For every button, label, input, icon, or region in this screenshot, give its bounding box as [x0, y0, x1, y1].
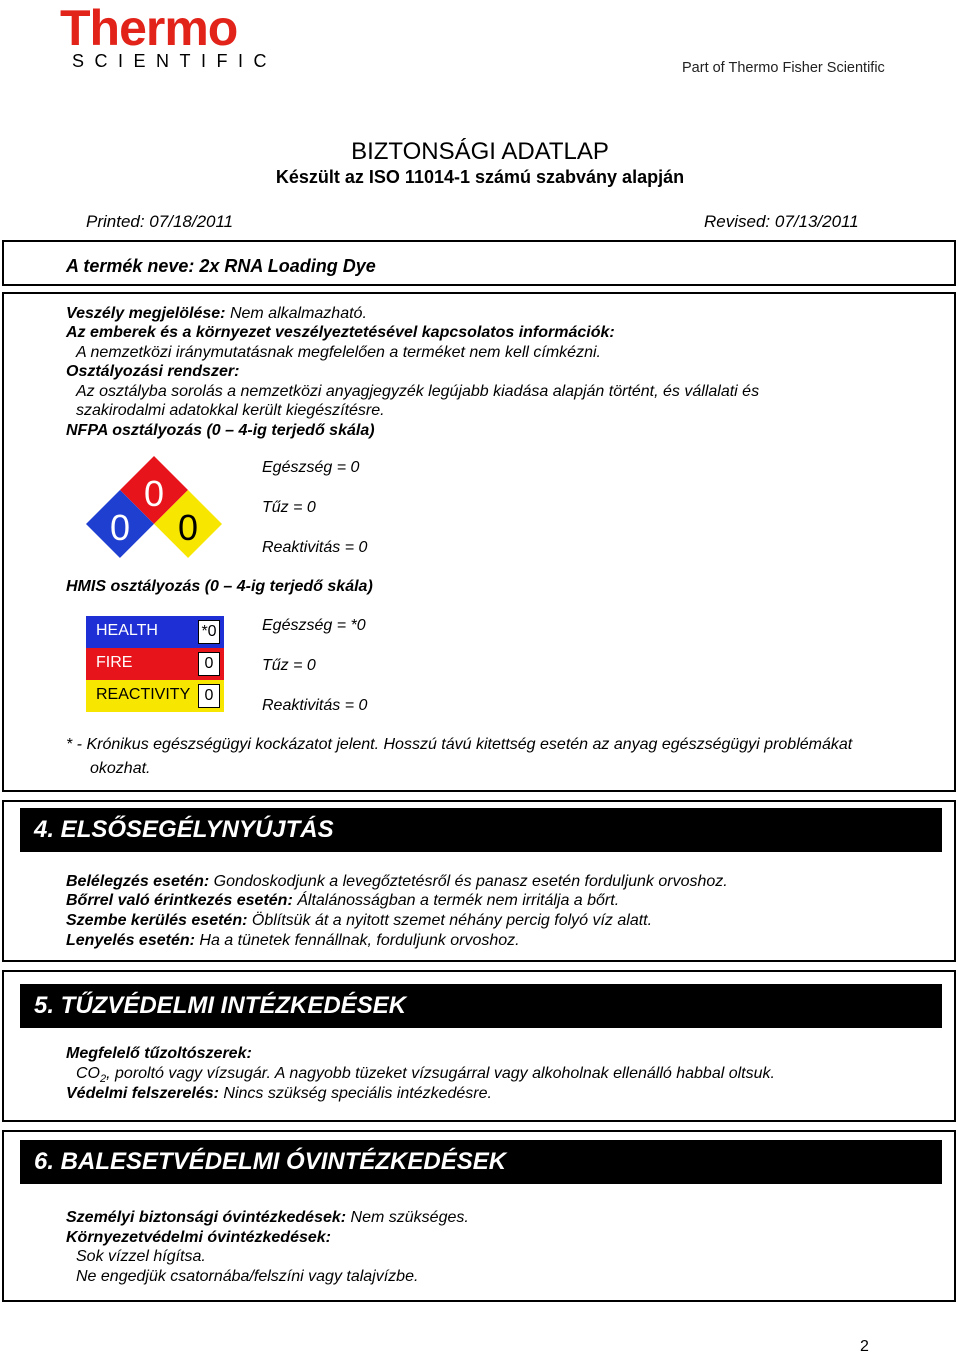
fire-fighting-heading: 5. TŰZVÉDELMI INTÉZKEDÉSEK: [34, 992, 407, 1019]
hmis-health-value: *0: [198, 620, 220, 644]
skin-label: Bőrrel való érintkezés esetén:: [66, 892, 293, 909]
hazard-line: [66, 304, 367, 324]
eye-line: [66, 911, 652, 931]
product-name-box: [2, 240, 956, 286]
protective-equipment-label: Védelmi felszerelés:: [66, 1085, 219, 1102]
hazard-section: [2, 292, 956, 792]
environmental-precautions-label: Környezetvédelmi óvintézkedések:: [66, 1229, 331, 1246]
co2-text: CO: [76, 1065, 100, 1082]
extinguishing-media-label: Megfelelő tűzoltószerek:: [66, 1045, 252, 1062]
hmis-reactivity-value: 0: [198, 684, 220, 708]
nfpa-label: NFPA osztályozás (0 – 4-ig terjedő skála): [66, 422, 375, 439]
fire-fighting-section: [2, 970, 956, 1122]
protective-equipment-text: Nincs szükség speciális intézkedésre.: [218, 1085, 492, 1102]
protective-equipment-line: [66, 1084, 492, 1104]
eye-label: Szembe kerülés esetén:: [66, 912, 248, 929]
inhalation-label: Belélegzés esetén:: [66, 873, 210, 890]
hazard-value: Nem alkalmazható.: [225, 305, 367, 322]
skin-line: [66, 891, 619, 911]
nfpa-fire-text: Tűz = 0: [262, 499, 316, 516]
nfpa-diamond: [86, 456, 226, 560]
first-aid-heading-bar: [20, 808, 942, 852]
hmis-fire-text: Tűz = 0: [262, 657, 316, 674]
hmis-fire-value: 0: [198, 652, 220, 676]
co2-subscript: 2: [100, 1073, 107, 1086]
hmis-health-label: HEALTH: [96, 622, 158, 639]
media-rest-text: , poroltó vagy vízsugár. A nagyobb tüzeket vízsugárral vagy alkoholnak ellenálló habbal oltsuk.: [106, 1065, 775, 1082]
accidental-release-section: [2, 1130, 956, 1302]
document-title: BIZTONSÁGI ADATLAP: [351, 138, 609, 165]
document-subtitle: Készült az ISO 11014-1 számú szabvány alapján: [275, 167, 685, 187]
part-of-text: Part of Thermo Fisher Scientific: [682, 60, 885, 76]
inhalation-line: [66, 872, 728, 892]
fire-fighting-heading-bar: [20, 984, 942, 1028]
first-aid-heading: 4. ELSŐSEGÉLYNYÚJTÁS: [34, 816, 334, 843]
skin-text: Általánosságban a termék nem irritálja a bőrt.: [292, 892, 620, 909]
first-aid-section: [2, 800, 956, 962]
ingestion-line: [66, 931, 520, 951]
chronic-footnote-2: okozhat.: [90, 760, 151, 777]
scientific-logo-text: SCIENTIFIC: [72, 51, 278, 71]
page-number: 2: [860, 1338, 869, 1355]
class-system-label: Osztályozási rendszer:: [66, 363, 240, 380]
personal-precautions-line: [66, 1208, 469, 1228]
hmis-health-row: [86, 616, 224, 648]
human-env-text: A nemzetközi iránymutatásnak megfelelően a terméket nem kell címkézni.: [76, 344, 601, 361]
eye-text: Öblítsük át a nyitott szemet néhány percig folyó víz alatt.: [247, 912, 653, 929]
hmis-reactivity-text: Reaktivitás = 0: [262, 697, 368, 714]
personal-precautions-label: Személyi biztonsági óvintézkedések:: [66, 1209, 347, 1226]
nfpa-reactivity-text: Reaktivitás = 0: [262, 539, 368, 556]
ingestion-label: Lenyelés esetén:: [66, 932, 195, 949]
environmental-precautions-text-2: Ne engedjük csatornába/felszíni vagy talajvízbe.: [76, 1268, 419, 1285]
thermo-logo: Thermo: [60, 0, 238, 56]
hmis-fire-row: [86, 648, 224, 680]
hmis-fire-label: FIRE: [96, 654, 133, 671]
accidental-release-heading: 6. BALESETVÉDELMI ÓVINTÉZKEDÉSEK: [34, 1148, 507, 1175]
environmental-precautions-text-1: Sok vízzel hígítsa.: [76, 1248, 206, 1265]
product-name: A termék neve: 2x RNA Loading Dye: [66, 256, 376, 276]
personal-precautions-text: Nem szükséges.: [346, 1209, 469, 1226]
class-system-text-2: szakirodalmi adatokkal került kiegészítésre.: [76, 402, 385, 419]
nfpa-reactivity-value: 0: [177, 507, 199, 548]
hmis-label: HMIS osztályozás (0 – 4-ig terjedő skála): [66, 578, 373, 595]
nfpa-health-value: 0: [109, 507, 131, 548]
revised-date: Revised: 07/13/2011: [704, 212, 859, 231]
hmis-reactivity-row: [86, 680, 224, 712]
hmis-reactivity-label: REACTIVITY: [96, 686, 191, 703]
human-env-label: Az emberek és a környezet veszélyeztetésével kapcsolatos információk:: [66, 324, 615, 341]
hmis-health-text: Egészség = *0: [262, 617, 366, 634]
nfpa-health-text: Egészség = 0: [262, 459, 360, 476]
hazard-label: Veszély megjelölése:: [66, 305, 226, 322]
class-system-text-1: Az osztályba sorolás a nemzetközi anyagjegyzék legújabb kiadása alapján történt, és vállalati és: [76, 383, 760, 400]
accidental-release-heading-bar: [20, 1140, 942, 1184]
inhalation-text: Gondoskodjunk a levegőztetésről és panasz esetén forduljunk orvoshoz.: [209, 873, 728, 890]
chronic-footnote-1: * - Krónikus egészségügyi kockázatot jelent. Hosszú távú kitettség esetén az anyag egészségügyi problémákat: [66, 736, 853, 753]
nfpa-fire-value: 0: [143, 473, 165, 514]
ingestion-text: Ha a tünetek fennállnak, forduljunk orvoshoz.: [194, 932, 520, 949]
printed-date: Printed: 07/18/2011: [86, 212, 234, 231]
